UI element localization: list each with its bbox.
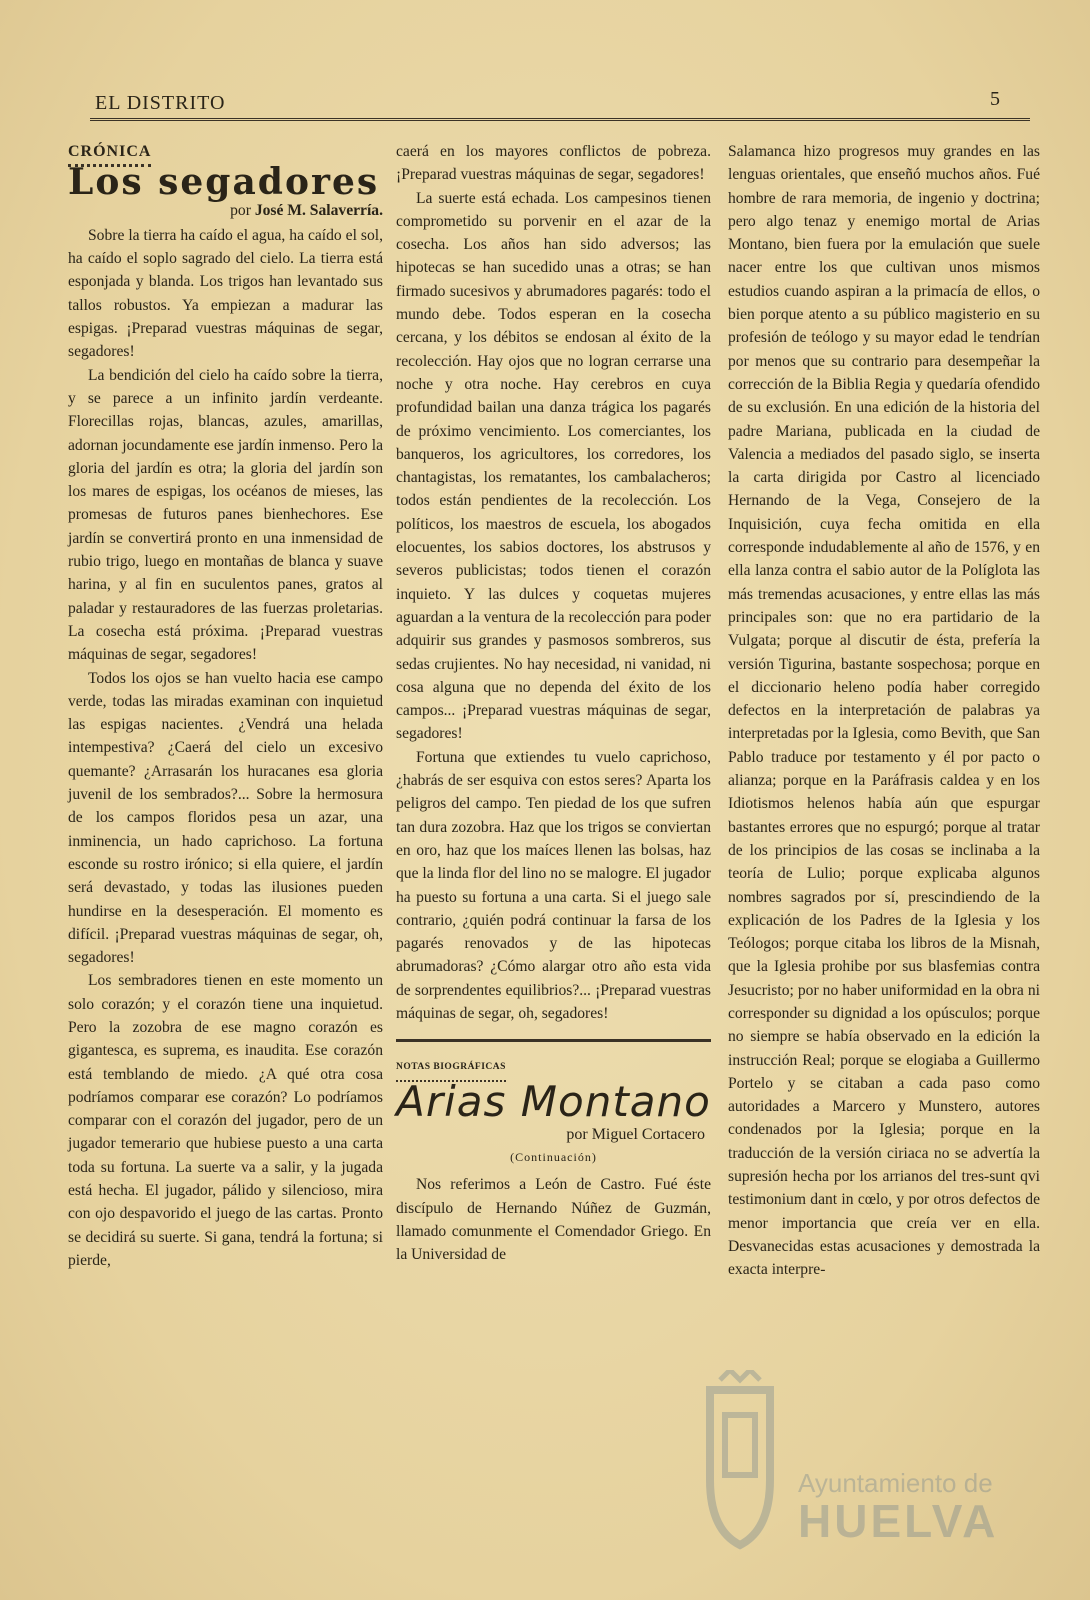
article-paragraph: Sobre la tierra ha caído el agua, ha caído el sol, ha caído el soplo sagrado del cielo. La tierra está esponjada y blanda. Los trigos han levantado sus tallos robustos. Ya empiezan a madurar las espigas. ¡Preparad vuestras máquinas de segar, segadores! [68,226,383,361]
continuation-note: (Continuación) [510,1150,597,1165]
headline-arias-montano: Arias Montano [396,1076,711,1126]
watermark-logo [690,1370,1050,1570]
column-2 [396,140,711,1267]
newspaper-title: EL DISTRITO [95,92,226,114]
watermark-line1: Ayuntamiento de [798,1468,993,1498]
coat-of-arms-icon [690,1370,790,1550]
article-paragraph: Nos referimos a León de Castro. Fué éste discípulo de Hernando Núñez de Guzmán, llamado comunmente el Comendador Griego. En la Universidad de [396,1176,711,1264]
article-continuation: caerá en los mayores conflictos de pobreza. ¡Preparad vuestras máquinas de segar, segadores! [396,143,711,184]
page-header [90,88,1030,121]
byline-cortacero: por Miguel Cortacero [566,1125,705,1143]
byline-prefix: por [230,201,255,219]
column-3 [728,140,1040,1282]
article-paragraph: La bendición del cielo ha caído sobre la tierra, y se parece a un infinito jardín verdeante. Florecillas rojas, blancas, azules, amarillas, adornan jocundamente ese jardín inmenso. Pero la gloria del jardín es otra; la gloria del jardín son los mares de espigas, los océanos de mieses, las promesas de futuros panes bienhechores. Ese jardín se convertirá pronto en una inmensidad de rubio trigo, luego en montañas de blanca y suave harina, y al fin en suculentos panes, gratos al paladar y restauradores de las fuerzas proletarias. La cosecha está próxima. ¡Preparad vuestras máquinas de segar, segadores! [68,366,383,664]
article-paragraph: Salamanca hizo progresos muy grandes en las lenguas orientales, que enseñó muchos años. Fué hombre de rara memoria, de ingenio y doctrina; pero algo tenaz y enemigo mortal de Arias Montano, bien fuera por la emulación que suele nacer entre los que cultivan unos mismos estudios cuando aspiran a la primacía de ellos, o bien porque atento a su público magisterio en su profesión de teólogo y su mayor edad le tendrían por menos que su contrario para desempeñar la corrección de la Biblia Regia y quedaría ofendido de su exclusión. En una edición de la historia del padre Mariana, publicada en la ciudad de Valencia a mediados del pasado siglo, se inserta la carta dirigida por Castro al licenciado Hernando de la Vega, Consejero de la Inquisición, cuya fecha omitida en ella corresponde indudablemente al año de 1576, y en ella lanza contra el sabio autor de la Políglota las más tremendas acusaciones, y entre ellas las más principales son: que no era partidario de la Vulgata; porque al discutir de ésta, prefería la versión Tigurina, bastante sospechosa; porque en el diccionario heleno podía haber corregido defectos en la interpretación de palabras ya interpretadas por la Iglesia, como Bevith, que San Pablo traduce por testamento y él por pacto o alianza; porque en la Paráfrasis caldea y en los Idiotismos helenos había aún que espurgar bastantes errores que no espurgó; porque al tratar de los principios de las cosas se inclinaba a la teoría de Lulio; porque explicaba algunos nombres sagrados por sí, prescindiendo de la explicación de los Padres de la Iglesia y los Teólogos; porque citaba los libros de la Misnah, que la Iglesia prohibe por sus blasfemias contra Jesucristo; por no haber uniformidad en la obra ni corresponder su dignidad a los opúsculos; porque no siempre se había observado en la edición la instrucción Real; porque se elogiaba a Guillermo Portelo y se citaban a cada paso como autoridades a Marcero y Munstero, autores condenados por la Iglesia; porque en la traducción de la versión ciriaca no se advertía la supresión hecha por los arrianos del tres-sunt qvi testimonium dant in cœlo, y por otros defectos de menor importancia que creía ver en ella. Desvanecidas estas acusaciones y demostrada la exacta interpre- [728,143,1040,1279]
article-paragraph: Los sembradores tienen en este momento un solo corazón; y el corazón tiene una inquietud. Pero la zozobra de ese magno corazón es gigantesca, es suprema, es inaudita. Ese corazón está temblando de miedo. ¿A qué otra cosa podríamos comparar ese corazón? Lo podríamos comparar con el corazón del jugador, pero de un jugador temerario que hubiese puesto a una carta toda su fortuna. La suerte va a salir, y la jugada está hecha. El jugador, pálido y silencioso, mira con ojo despavorido el juego de las cartas. Pronto se decidirá su suerte. Si gana, tendrá la fortuna; si pierde, [68,972,383,1269]
byline-author: José M. Salaverría. [254,201,383,219]
article-paragraph: La suerte está echada. Los campesinos tienen comprometido su porvenir en el azar de la cosecha. Los años han sido adversos; las hipotecas se han sucedido unas a otras; se han firmado sucesivos y abrumadores pagarés: todo el mundo debe. Todos esperan en la cosecha cercana, y los débitos se endosan al éxito de la recolección. Hay ojos que no logran cerrarse una noche y otra noche. Hay cerebros en cuya profundidad bailan una danza trágica los pagarés de próximo vencimiento. Los comerciantes, los banqueros, los agricultores, los corredores, los chantagistas, los rematantes, los cambalacheros; todos están pendientes de la recolección. Los políticos, los maestros de escuela, los abogados elocuentes, los sabios doctores, los abstrusos y severos publicistas; todos tienen el corazón inquieto. Y las dulces y coquetas mujeres aguardan a la ventura de la recolección para poder adquirir sus grandes y pasmosos sombreros, sus sedas crujientes. No hay necesidad, ni vanidad, ni cosa alguna que no dependa del éxito de los campos... ¡Preparad vuestras máquinas de segar, segadores! [396,189,711,743]
section-label-notas-biograficas: NOTAS BIOGRÁFICAS [396,1056,506,1081]
headline-los-segadores: Los segadores [68,161,380,204]
section-divider [396,1039,711,1042]
article-paragraph: Todos los ojos se han vuelto hacia ese campo verde, todas las miradas examinan con inquietud las espigas nacientes. ¿Vendrá una helada intempestiva? ¿Caerá del cielo un excesivo quemante? ¿Arrasarán los huracanes esa gloria juvenil de los sembrados?... Sobre la hermosura de los campos floridos pesa un azar, una inminencia, un hado caprichoso. La fortuna esconde su rostro irónico; si ella quiere, el jardín será devastado, y todas las ilusiones pueden hundirse en la desesperación. El momento es difícil. ¡Preparad vuestras máquinas de segar, oh, segadores! [68,669,383,967]
page-number: 5 [990,88,1000,110]
watermark-line2: HUELVA [798,1495,999,1547]
column-1 [68,140,383,1272]
article-paragraph: Fortuna que extiendes tu vuelo caprichoso, ¿habrás de ser esquiva con estos seres? Aparta los peligros del campo. Ten piedad de los que sufren tan dura zozobra. Haz que los trigos se conviertan en oro, haz que los maíces llenen las bolsas, haz que la linda flor del lino no se malogre. El jugador ha puesto su fortuna a una carta. Si el juego sale contrario, ¿quién podrá continuar la farsa de los pagarés renovados y de las hipotecas abrumadoras? ¿Cómo alargar otro año esta vida de sorprendentes equilibrios?... ¡Preparad vuestras máquinas de segar, oh, segadores! [396,748,711,1022]
section-label-cronica: CRÓNICA [68,140,151,167]
